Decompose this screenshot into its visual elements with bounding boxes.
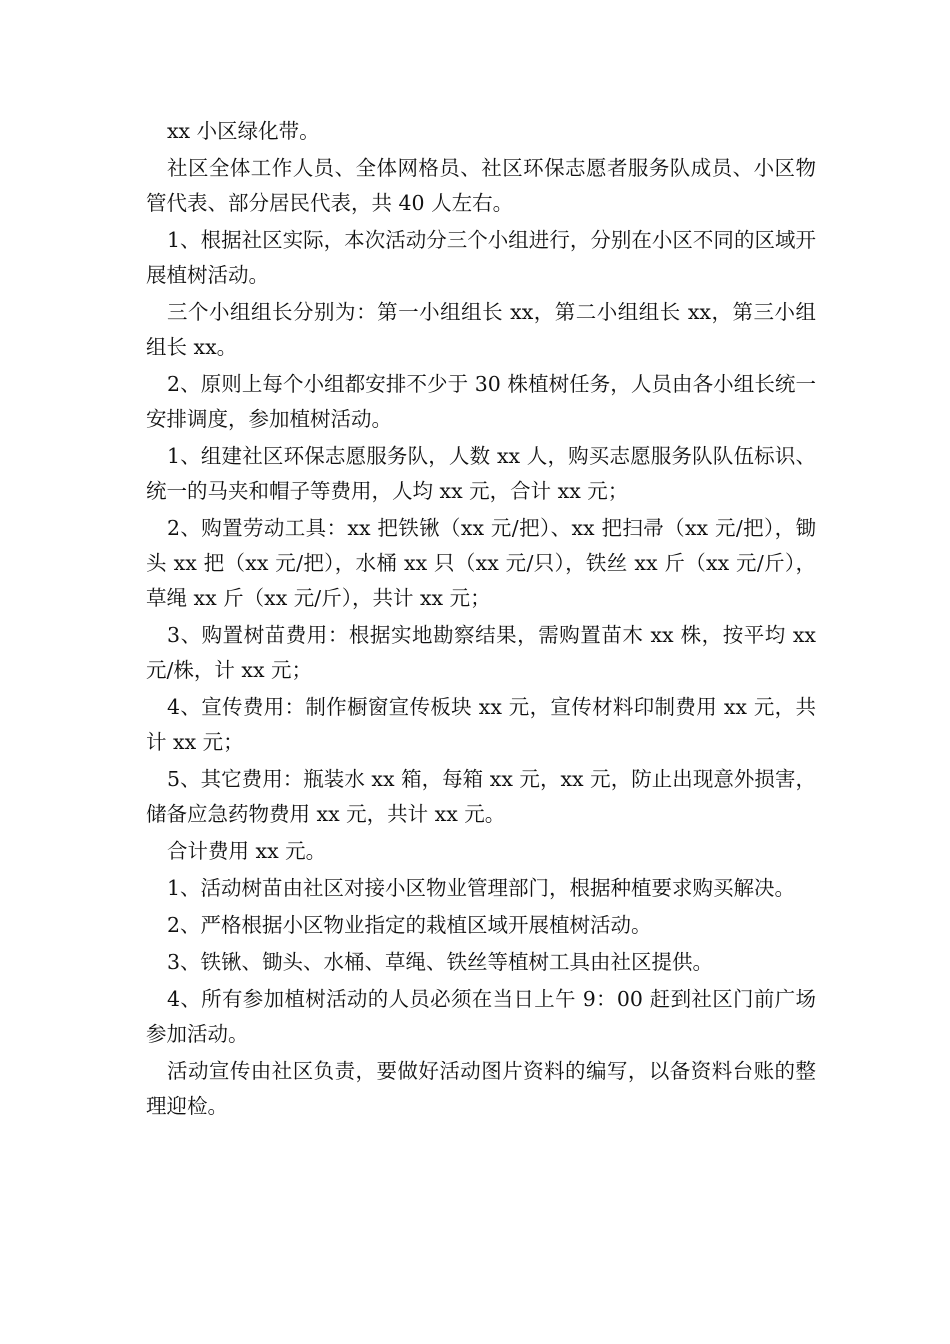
paragraph-planting-task: 2、原则上每个小组都安排不少于 30 株植树任务，人员由各小组长统一安排调度，参加植树活动。 <box>146 372 816 431</box>
paragraph-participants: 社区全体工作人员、全体网格员、社区环保志愿者服务队成员、小区物管代表、部分居民代表，共 40 人左右。 <box>146 156 816 215</box>
paragraph-tools-cost: 2、购置劳动工具：xx 把铁锹（xx 元/把）、xx 把扫帚（xx 元/把），锄头 xx 把（xx 元/把），水桶 xx 只（xx 元/只），铁丝 xx 斤（xx 元/斤），草绳 xx 斤（xx 元/斤），共计 xx 元； <box>146 516 816 610</box>
paragraph-group-leaders: 三个小组组长分别为：第一小组组长 xx，第二小组组长 xx，第三小组组长 xx。 <box>146 300 816 359</box>
paragraph-other-cost: 5、其它费用：瓶装水 xx 箱，每箱 xx 元，xx 元，防止出现意外损害，储备应急药物费用 xx 元，共计 xx 元。 <box>146 767 816 826</box>
document-body <box>146 114 816 1126</box>
paragraph-tools-provided: 3、铁锹、锄头、水桶、草绳、铁丝等植树工具由社区提供。 <box>167 950 714 974</box>
paragraph-planting-area: 2、严格根据小区物业指定的栽植区域开展植树活动。 <box>167 913 652 937</box>
paragraph-arrival-time: 4、所有参加植树活动的人员必须在当日上午 9：00 赶到社区门前广场参加活动。 <box>146 987 816 1046</box>
paragraph-grouping: 1、根据社区实际，本次活动分三个小组进行，分别在小区不同的区域开展植树活动。 <box>146 228 816 287</box>
paragraph-seedling-cost: 3、购置树苗费用：根据实地勘察结果，需购置苗木 xx 株，按平均 xx 元/株，计 xx 元； <box>146 623 816 682</box>
paragraph-total-cost: 合计费用 xx 元。 <box>167 839 327 863</box>
paragraph-location: xx 小区绿化带。 <box>167 119 320 143</box>
paragraph-seedling-source: 1、活动树苗由社区对接小区物业管理部门，根据种植要求购买解决。 <box>167 876 796 900</box>
paragraph-publicity: 活动宣传由社区负责，要做好活动图片资料的编写，以备资料台账的整理迎检。 <box>146 1059 816 1118</box>
paragraph-publicity-cost: 4、宣传费用：制作橱窗宣传板块 xx 元，宣传材料印制费用 xx 元，共计 xx 元； <box>146 695 816 754</box>
paragraph-volunteer-cost: 1、组建社区环保志愿服务队，人数 xx 人，购买志愿服务队队伍标识、统一的马夹和帽子等费用，人均 xx 元，合计 xx 元； <box>146 444 816 503</box>
